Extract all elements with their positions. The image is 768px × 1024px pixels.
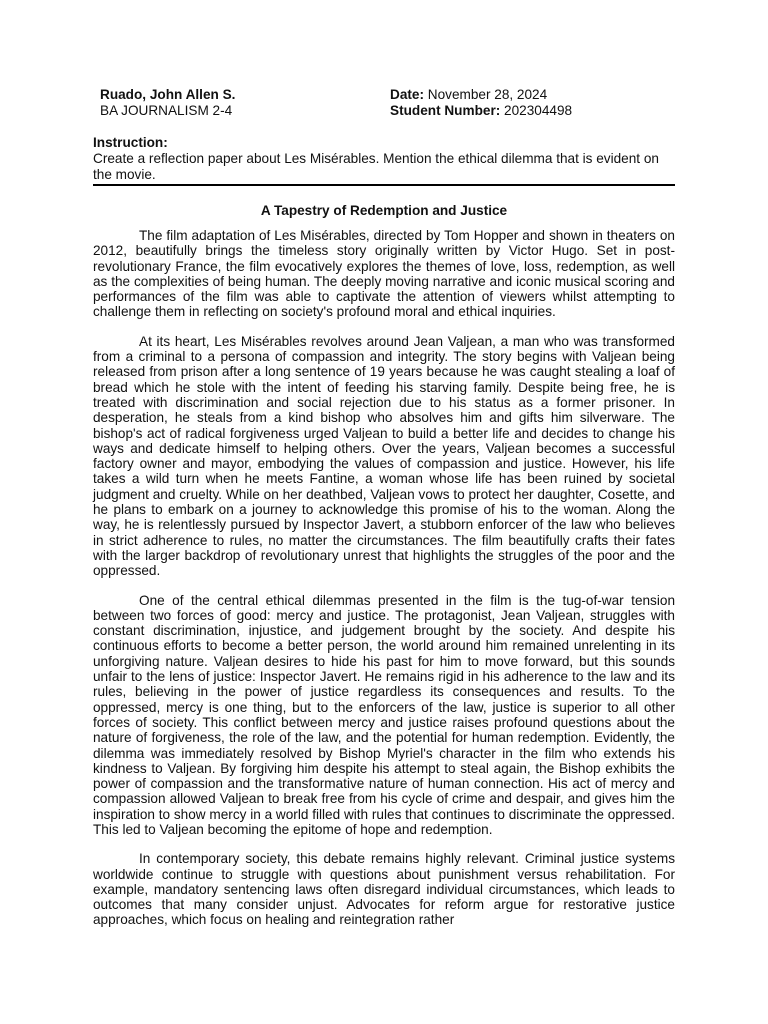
student-program: BA JOURNALISM 2-4 [100,103,233,118]
essay-paragraph: In contemporary society, this debate remains highly relevant. Criminal justice systems worldwide continue to struggle with questions about punishment versus rehabilitation. For example, mandatory sentencing laws often disregard individual circumstances, which leads to outcomes that many consider unjust. Advocates for reform argue for restorative justice approaches, which focus on healing and reintegration rather [93,851,675,928]
date-label: Date: [390,87,424,102]
essay-title: A Tapestry of Redemption and Justice [260,203,508,218]
student-name: Ruado, John Allen S. [100,87,236,102]
divider-line [93,184,675,186]
essay-body [93,228,675,942]
essay-paragraph: One of the central ethical dilemmas presented in the film is the tug-of-war tension between two forces of good: mercy and justice. The protagonist, Jean Valjean, struggles with constant discrimination, injustice, and judgement brought by the society. And despite his continuous efforts to become a better person, the world around him remained unrelenting in its unforgiving nature. Valjean desires to hide his past for him to move forward, but this sounds unfair to the lens of justice: Inspector Javert. He remains rigid in his adherence to the law and its rules, believing in the power of justice regardless its consequences and results. To the oppressed, mercy is one thing, but to the enforcers of the law, justice is superior to all other forces of society. This conflict between mercy and justice raises profound questions about the nature of forgiveness, the role of the law, and the potential for human redemption. Evidently, the dilemma was immediately resolved by Bishop Myriel's character in the film who extends his kindness to Valjean. By forgiving him despite his attempt to steal again, the Bishop exhibits the power of compassion and the transformative nature of human connection. His act of mercy and compassion allowed Valjean to break free from his cycle of crime and despair, and gives him the inspiration to show mercy in a world filled with rules that continues to discriminate the oppressed. This led to Valjean becoming the epitome of hope and redemption. [93,592,675,837]
student-number-line [390,103,572,119]
date-line [390,87,572,103]
essay-paragraph: The film adaptation of Les Misérables, directed by Tom Hopper and shown in theaters on 2012, beautifully brings the timeless story originally written by Victor Hugo. Set in post-revolutionary France, the film evocatively explores the themes of love, loss, redemption, as well as the complexities of being human. The deeply moving narrative and iconic musical scoring and performances of the film was able to captivate the attention of viewers whilst attempting to challenge them in reflecting on society's profound moral and ethical inquiries. [93,228,675,320]
student-number-value: 202304498 [500,103,573,118]
student-info [100,87,235,119]
date-value: November 28, 2024 [424,87,548,102]
instruction-heading: Instruction: [93,135,168,150]
submission-info [390,87,572,119]
student-number-label: Student Number: [390,103,501,118]
instruction-text: Create a reflection paper about Les Misérables. Mention the ethical dilemma that is evident on the movie. [93,151,659,182]
essay-paragraph: At its heart, Les Misérables revolves around Jean Valjean, a man who was transformed from a criminal to a persona of compassion and integrity. The story begins with Valjean being released from prison after a long sentence of 19 years because he was caught stealing a loaf of bread which he stole with the intent of feeding his starving family. Despite being free, he is treated with discrimination and social rejection due to his status as a former prisoner. In desperation, he steals from a kind bishop who absolves him and gifts him silverware. The bishop's act of radical forgiveness urged Valjean to build a better life and decides to change his ways and dedicate himself to helping others. Over the years, Valjean becomes a successful factory owner and mayor, embodying the values of compassion and justice. However, his life takes a wild turn when he meets Fantine, a woman whose life has been ruined by societal judgment and cruelty. While on her deathbed, Valjean vows to protect her daughter, Cosette, and he plans to embark on a journey to acknowledge this promise of his to the woman. Along the way, he is relentlessly pursued by Inspector Javert, a stubborn enforcer of the law who believes in strict adherence to rules, no matter the circumstances. The film beautifully crafts their fates with the larger backdrop of revolutionary unrest that highlights the struggles of the poor and the oppressed. [93,333,675,579]
instruction-block [93,135,675,183]
